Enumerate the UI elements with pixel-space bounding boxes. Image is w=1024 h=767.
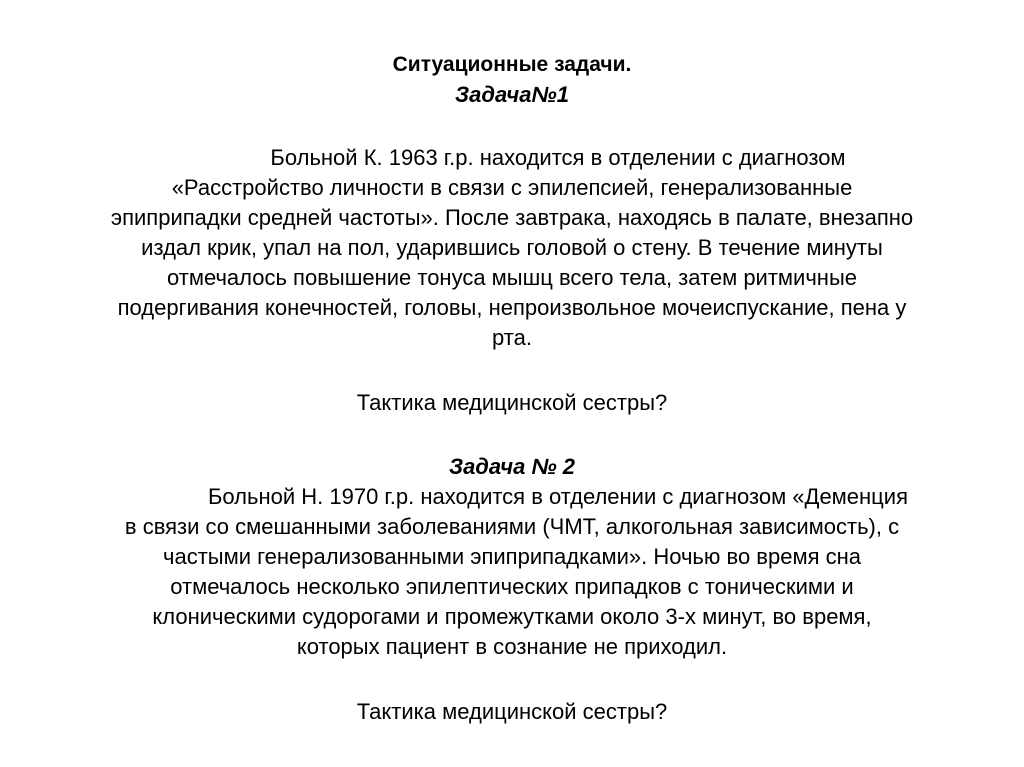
task1-line-7: рта. (492, 325, 532, 350)
task2-question: Тактика медицинской сестры? (356, 699, 668, 724)
page-title: Ситуационные задачи. (392, 53, 632, 76)
task2-line-6: которых пациент в сознание не приходил. (296, 634, 728, 659)
task2-line-4: отмечалось несколько эпилептических припадков с тоническими и (170, 574, 854, 599)
task1-question: Тактика медицинской сестры? (356, 390, 668, 415)
task2-line-1: Больной Н. 1970 г.р. находится в отделении с диагнозом «Деменция (207, 484, 908, 509)
task1-line-3: эпиприпадки средней частоты». После завтрака, находясь в палате, внезапно (110, 205, 914, 230)
task1-line-4: издал крик, упал на пол, ударившись головой о стену. В течение минуты (141, 235, 883, 260)
task1-line-6: подергивания конечностей, головы, непроизвольное мочеиспускание, пена у (117, 295, 907, 320)
task1-heading: Задача№1 (455, 82, 569, 107)
task1-line-5: отмечалось повышение тонуса мышц всего тела, затем ритмичные (167, 265, 857, 290)
task1-line-2: «Расстройство личности в связи с эпилепсией, генерализованные (171, 175, 853, 200)
task2-line-3: частыми генерализованными эпиприпадками». Ночью во время сна (163, 544, 861, 569)
task2-line-5: клоническими судорогами и промежутками около 3-х минут, во время, (152, 604, 872, 629)
task2-heading: Задача № 2 (448, 454, 576, 479)
task2-line-2: в связи со смешанными заболеваниями (ЧМТ, алкогольная зависимость), с (124, 514, 900, 539)
task1-line-1: Больной К. 1963 г.р. находится в отделении с диагнозом (270, 145, 846, 170)
